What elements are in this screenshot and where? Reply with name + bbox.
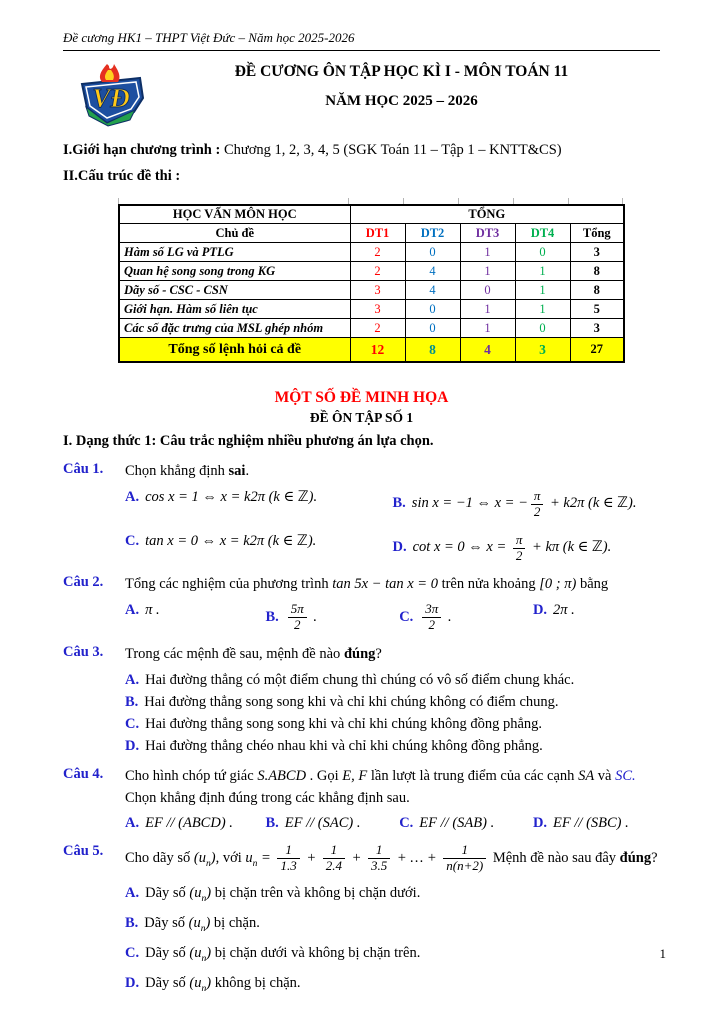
table-header-row-2: [119, 224, 624, 243]
option-letter: B.: [125, 693, 139, 710]
section-scope: [63, 139, 660, 161]
option-text: Hai đường thẳng chéo nhau khi và chỉ khi chúng không đồng phẳng.: [145, 737, 543, 754]
cell-dt4: 1: [515, 300, 570, 319]
cell-dt1: 2: [350, 319, 405, 338]
option-letter: B.: [265, 815, 279, 832]
option-letter: D.: [532, 602, 548, 619]
option-letter: A.: [125, 488, 140, 505]
row-label: Các số đặc trưng của MSL ghép nhóm: [119, 319, 350, 338]
exam-structure-table: [118, 204, 625, 363]
cell-dt3: 0: [460, 281, 515, 300]
cell-dt2: 4: [405, 262, 460, 281]
question-3-label: Câu 3.: [63, 644, 104, 661]
col-header-dt2: DT2: [405, 224, 460, 243]
option-letter: A.: [125, 671, 140, 688]
option-text: Dãy số $(u_n)$ bị chặn.: [144, 915, 260, 935]
question-1: [63, 461, 660, 564]
table-row: [119, 243, 624, 262]
question-3-option-d: [125, 738, 660, 755]
option-text: 2π .: [553, 602, 575, 619]
heading-exam-1: ĐỀ ÔN TẬP SỐ 1: [309, 409, 414, 425]
question-1-option-c: [125, 533, 393, 564]
title-block: [63, 63, 660, 135]
total-dt2: 8: [405, 338, 460, 362]
cell-dt4: 1: [515, 262, 570, 281]
row-label: Dãy số - CSC - CSN: [119, 281, 350, 300]
question-1-stem: Chọn khẳng định sai.: [125, 462, 250, 479]
option-text: sin x = −1 ⇔ x = − $\frac{\pi}{2}$ + k2π (k ∈ ℤ).: [411, 487, 637, 519]
option-text: EF // (SAC) .: [284, 815, 361, 832]
cell-dt3: 1: [460, 243, 515, 262]
school-logo-icon: [77, 63, 147, 127]
table-total-row: [119, 338, 624, 362]
question-1-options: [125, 489, 660, 564]
cell-dt3: 1: [460, 300, 515, 319]
row-label: Quan hệ song song trong KG: [119, 262, 350, 281]
option-text: EF // (ABCD) .: [145, 815, 233, 832]
option-letter: C.: [125, 715, 140, 732]
question-5-option-c: [125, 945, 660, 964]
total-sum: 27: [570, 338, 624, 362]
table-header-total: TỔNG: [350, 205, 624, 224]
cell-dt4: 1: [515, 281, 570, 300]
option-text: $\frac{3\pi}{2}$ .: [419, 609, 451, 625]
document-title: ĐỀ CƯƠNG ÔN TẬP HỌC KÌ I - MÔN TOÁN 11: [234, 63, 569, 80]
option-letter: B.: [392, 495, 406, 512]
question-2-options: [125, 602, 660, 633]
option-text: cos x = 1 ⇔ x = k2π (k ∈ ℤ).: [145, 488, 318, 505]
question-5-options: [125, 885, 660, 994]
cell-dt1: 2: [350, 262, 405, 281]
cell-dt4: 0: [515, 319, 570, 338]
col-header-dt4: DT4: [515, 224, 570, 243]
cell-dt1: 3: [350, 300, 405, 319]
cell-total: 5: [570, 300, 624, 319]
option-letter: D.: [532, 815, 548, 832]
section-structure-label: II.Cấu trúc đề thi :: [63, 168, 181, 185]
option-text: Dãy số $(u_n)$ bị chặn trên và không bị chặn dưới.: [145, 885, 421, 905]
total-dt3: 4: [460, 338, 515, 362]
option-letter: D.: [125, 737, 140, 754]
option-letter: C.: [125, 532, 140, 549]
option-letter: B.: [265, 608, 279, 625]
question-4-option-c: [399, 815, 533, 832]
question-2: [63, 574, 660, 633]
section-scope-label: I.Giới hạn chương trình :: [63, 142, 221, 158]
document-subtitle: NĂM HỌC 2025 – 2026: [325, 93, 478, 109]
col-header-sum: Tổng: [570, 224, 624, 243]
option-text: EF // (SBC) .: [553, 815, 629, 832]
option-letter: A.: [125, 602, 140, 619]
question-5-stem: Cho dãy số $(u_n)$, với $u_n$ = $\frac{1}{1.3}$ + $\frac{1}{2.4}$ + $\frac{1}{3.5}$ + … + $\frac{1}{n(n+2)}$ Mệnh đề nào sau đây đúng?: [125, 842, 658, 874]
option-letter: D.: [392, 539, 407, 556]
option-letter: C.: [399, 815, 414, 832]
question-3-options: [125, 672, 660, 755]
table-row: [119, 300, 624, 319]
option-text: Dãy số $(u_n)$ bị chặn dưới và không bị chặn trên.: [145, 945, 421, 965]
fraction: $\frac{5\pi}{2}$: [288, 602, 307, 633]
question-4-option-b: [265, 815, 399, 832]
table-row: [119, 281, 624, 300]
cell-dt4: 0: [515, 243, 570, 262]
question-3-option-b: [125, 694, 660, 711]
school-logo: [77, 63, 147, 127]
question-1-label: Câu 1.: [63, 460, 104, 477]
fraction: $\frac{1}{3.5}$: [368, 843, 390, 874]
table-top-ticks: [118, 198, 623, 204]
table-header-row-1: [119, 205, 624, 224]
question-2-stem: Tổng các nghiệm của phương trình tan 5x − tan x = 0 trên nửa khoảng [0 ; π) bằng: [125, 576, 609, 593]
cell-dt1: 2: [350, 243, 405, 262]
question-5-option-b: [125, 915, 660, 934]
question-2-option-c: [399, 602, 533, 633]
table-row: [119, 262, 624, 281]
cell-total: 3: [570, 243, 624, 262]
cell-total: 3: [570, 319, 624, 338]
question-1-option-b: [393, 489, 661, 520]
running-header-text: Đề cương HK1 – THPT Việt Đức – Năm học 2025-2026: [63, 30, 355, 45]
row-label: Giới hạn. Hàm số liên tục: [119, 300, 350, 319]
option-text: $\frac{5\pi}{2}$ .: [285, 609, 317, 625]
cell-dt3: 1: [460, 262, 515, 281]
option-letter: C.: [125, 945, 140, 962]
fraction: $\frac{1}{2.4}$: [323, 843, 345, 874]
option-text: Dãy số $(u_n)$ không bị chặn.: [145, 975, 301, 995]
fraction: $\frac{\pi}{2}$: [513, 533, 526, 564]
svg-text:VĐ: VĐ: [92, 83, 130, 113]
col-header-topic: Chủ đề: [119, 224, 350, 243]
row-label: Hàm số LG và PTLG: [119, 243, 350, 262]
page-number: 1: [659, 946, 666, 961]
question-4-label: Câu 4.: [63, 765, 104, 782]
question-3-stem: Trong các mệnh đề sau, mệnh đề nào đúng?: [125, 646, 382, 663]
cell-dt3: 1: [460, 319, 515, 338]
question-3-option-a: [125, 672, 660, 689]
question-3-option-c: [125, 716, 660, 733]
fraction: $\frac{3\pi}{2}$: [422, 602, 441, 633]
option-text: Hai đường thẳng song song khi và chỉ khi chúng không đồng phẳng.: [145, 715, 543, 732]
total-row-label: Tổng số lệnh hỏi cả đề: [119, 338, 350, 362]
section-scope-text: Chương 1, 2, 3, 4, 5 (SGK Toán 11 – Tập 1 – KNTT&CS): [220, 142, 562, 158]
cell-dt2: 4: [405, 281, 460, 300]
option-letter: B.: [125, 915, 139, 932]
question-4-option-d: [533, 815, 660, 832]
option-letter: A.: [125, 815, 140, 832]
question-4-option-a: [125, 815, 265, 832]
cell-total: 8: [570, 262, 624, 281]
running-header: [63, 30, 660, 51]
option-text: π .: [145, 602, 160, 619]
fraction: $\frac{1}{n(n+2)}$: [443, 843, 486, 874]
option-text: Hai đường thẳng song song khi và chỉ khi chúng không có điểm chung.: [144, 693, 559, 710]
question-4-options: [125, 815, 660, 832]
question-2-option-d: [533, 602, 660, 633]
question-5-option-d: [125, 975, 660, 994]
question-2-option-a: [125, 602, 265, 633]
question-1-option-a: [125, 489, 393, 520]
exam-structure-table-wrap: [118, 198, 623, 363]
cell-dt1: 3: [350, 281, 405, 300]
cell-dt2: 0: [405, 300, 460, 319]
section-structure: [63, 165, 660, 187]
heading-sample-exams: MỘT SỐ ĐỀ MINH HỌA: [274, 388, 449, 406]
table-header-subject: HỌC VẤN MÔN HỌC: [119, 205, 350, 224]
option-letter: C.: [399, 608, 414, 625]
question-5: [63, 843, 660, 994]
cell-total: 8: [570, 281, 624, 300]
question-5-option-a: [125, 885, 660, 904]
question-4: [63, 766, 660, 833]
option-letter: A.: [125, 885, 140, 902]
total-dt4: 3: [515, 338, 570, 362]
total-dt1: 12: [350, 338, 405, 362]
option-text: tan x = 0 ⇔ x = k2π (k ∈ ℤ).: [145, 532, 317, 549]
option-text: Hai đường thẳng có một điểm chung thì chúng có vô số điểm chung khác.: [145, 671, 575, 688]
fraction: $\frac{1}{1.3}$: [277, 843, 299, 874]
heading-part-1: I. Dạng thức 1: Câu trắc nghiệm nhiều phương án lựa chọn.: [63, 432, 434, 449]
cell-dt2: 0: [405, 243, 460, 262]
fraction: $\frac{\pi}{2}$: [531, 489, 544, 520]
question-3: [63, 644, 660, 755]
question-2-label: Câu 2.: [63, 574, 104, 591]
col-header-dt3: DT3: [460, 224, 515, 243]
question-1-option-d: [393, 533, 661, 564]
question-5-label: Câu 5.: [63, 843, 104, 860]
col-header-dt1: DT1: [350, 224, 405, 243]
cell-dt2: 0: [405, 319, 460, 338]
question-4-stem: Cho hình chóp tứ giác S.ABCD . Gọi E, F lần lượt là trung điểm của các cạnh SA và SC. Chọn khẳng định đúng trong các khẳng định sau.: [125, 767, 636, 806]
option-text: cot x = 0 ⇔ x = $\frac{\pi}{2}$ + kπ (k ∈ ℤ).: [412, 531, 612, 563]
option-letter: D.: [125, 975, 140, 992]
question-2-option-b: [265, 602, 399, 633]
table-row: [119, 319, 624, 338]
option-text: EF // (SAB) .: [419, 815, 495, 832]
document-titles: [63, 63, 660, 110]
